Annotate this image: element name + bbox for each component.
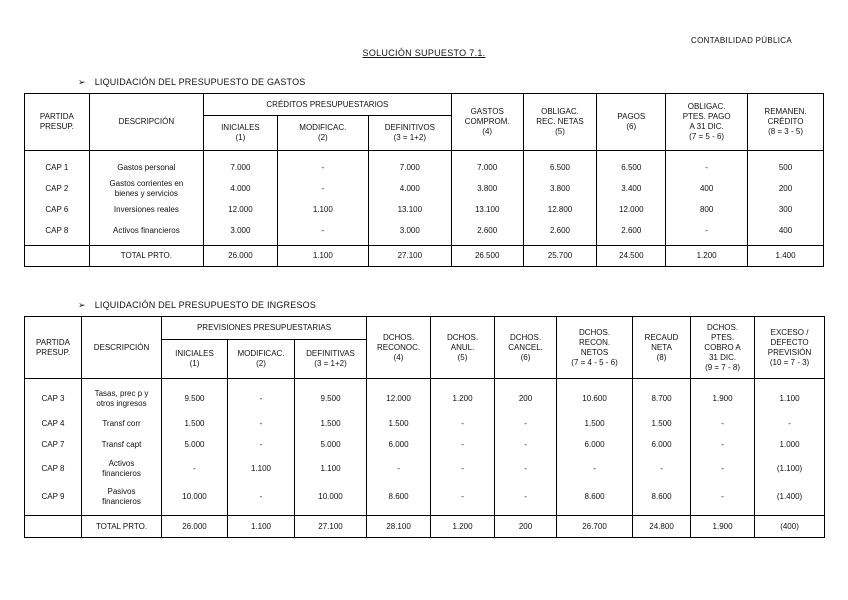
descripcion-cell: Gastos personal — [89, 151, 203, 179]
value-cell: 1.500 — [367, 413, 431, 434]
value-cell: 6.000 — [367, 434, 431, 455]
table-row — [25, 455, 825, 483]
total-cell — [25, 246, 90, 267]
total-cell: 28.100 — [367, 516, 431, 538]
total-cell: 26.700 — [557, 516, 633, 538]
value-cell: 12.000 — [597, 199, 666, 220]
col-header-pagos: PAGOS (6) — [597, 94, 666, 151]
partida-cell: CAP 3 — [25, 379, 82, 414]
bullet-arrow-icon: ➢ — [78, 77, 86, 87]
value-cell: 7.000 — [451, 151, 523, 179]
bullet-arrow-icon: ➢ — [78, 300, 86, 310]
value-cell: 400 — [748, 220, 824, 246]
partida-cell: CAP 4 — [25, 413, 82, 434]
value-cell: 2.600 — [523, 220, 597, 246]
value-cell: - — [495, 483, 557, 516]
col-header-definitivos: DEFINITIVOS (3 = 1+2) — [368, 116, 451, 151]
partida-cell: CAP 8 — [25, 220, 90, 246]
col-header-modificac: MODIFICAC. (2) — [228, 340, 295, 379]
value-cell: - — [277, 178, 368, 199]
col-header-exceso-defecto: EXCESO / DEFECTO PREVISIÓN (10 = 7 - 3) — [755, 317, 825, 379]
value-cell: 1.900 — [691, 379, 755, 414]
value-cell: - — [691, 483, 755, 516]
col-header-iniciales: INICIALES (1) — [204, 116, 278, 151]
value-cell: 8.600 — [557, 483, 633, 516]
col-header-dchos-ptes-cobro: DCHOS. PTES. COBRO A 31 DIC. (9 = 7 - 8) — [691, 317, 755, 379]
value-cell: - — [277, 220, 368, 246]
partida-cell: CAP 2 — [25, 178, 90, 199]
value-cell: 12.000 — [367, 379, 431, 414]
total-cell: 26.000 — [204, 246, 278, 267]
value-cell: 500 — [748, 151, 824, 179]
col-header-descripcion: DESCRIPCIÓN — [89, 94, 203, 151]
table-row — [25, 178, 824, 199]
partida-cell: CAP 7 — [25, 434, 82, 455]
value-cell: 3.000 — [368, 220, 451, 246]
descripcion-cell: Gastos corrientes en bienes y servicios — [89, 178, 203, 199]
col-header-definitivas: DEFINITIVAS (3 = 1+2) — [295, 340, 367, 379]
value-cell: - — [691, 413, 755, 434]
value-cell: 3.400 — [597, 178, 666, 199]
partida-cell: CAP 8 — [25, 455, 82, 483]
value-cell: 3.800 — [523, 178, 597, 199]
value-cell: 10.000 — [295, 483, 367, 516]
value-cell: 1.500 — [557, 413, 633, 434]
value-cell: 300 — [748, 199, 824, 220]
value-cell: 6.500 — [523, 151, 597, 179]
col-header-oblig-ptes-pago: OBLIGAC. PTES. PAGO A 31 DIC. (7 = 5 - 6) — [666, 94, 748, 151]
value-cell: - — [228, 413, 295, 434]
total-cell: 26.500 — [451, 246, 523, 267]
total-cell: 25.700 — [523, 246, 597, 267]
value-cell: 12.800 — [523, 199, 597, 220]
total-label: TOTAL PRTO. — [82, 516, 162, 538]
total-cell: 24.800 — [633, 516, 691, 538]
value-cell: 10.600 — [557, 379, 633, 414]
value-cell: - — [431, 413, 495, 434]
col-header-partida: PARTIDA PRESUP. — [25, 94, 90, 151]
document-title: SOLUCIÓN SUPUESTO 7.1. — [362, 48, 486, 58]
value-cell: 3.000 — [204, 220, 278, 246]
value-cell: 12.000 — [204, 199, 278, 220]
value-cell: 7.000 — [204, 151, 278, 179]
descripcion-cell: Pasivos financieros — [82, 483, 162, 516]
col-header-oblig-rec-netas: OBLIGAC. REC. NETAS (5) — [523, 94, 597, 151]
value-cell: 200 — [748, 178, 824, 199]
value-cell: - — [367, 455, 431, 483]
value-cell: 1.500 — [162, 413, 228, 434]
value-cell: - — [228, 483, 295, 516]
descripcion-cell: Transf capt — [82, 434, 162, 455]
value-cell: - — [691, 455, 755, 483]
value-cell: 1.100 — [295, 455, 367, 483]
value-cell: 1.100 — [755, 379, 825, 414]
value-cell: (1.100) — [755, 455, 825, 483]
value-cell: - — [431, 455, 495, 483]
value-cell: 4.000 — [368, 178, 451, 199]
col-header-creditos-presupuestarios: CRÉDITOS PRESUPUESTARIOS — [204, 94, 452, 116]
descripcion-cell: Tasas, prec p y otros ingresos — [82, 379, 162, 414]
value-cell: 1.200 — [431, 379, 495, 414]
descripcion-cell: Activos financieros — [89, 220, 203, 246]
value-cell: 1.100 — [277, 199, 368, 220]
value-cell: 2.600 — [597, 220, 666, 246]
table-row — [25, 220, 824, 246]
value-cell: - — [431, 483, 495, 516]
partida-cell: CAP 9 — [25, 483, 82, 516]
total-cell: 27.100 — [295, 516, 367, 538]
value-cell: 6.000 — [557, 434, 633, 455]
total-cell: 24.500 — [597, 246, 666, 267]
value-cell: 9.500 — [295, 379, 367, 414]
value-cell: 1.100 — [228, 455, 295, 483]
value-cell: 10.000 — [162, 483, 228, 516]
col-header-dchos-reconoc: DCHOS. RECONOC. (4) — [367, 317, 431, 379]
table-row — [25, 379, 825, 414]
value-cell: - — [277, 151, 368, 179]
value-cell: - — [633, 455, 691, 483]
col-header-modificac: MODIFICAC. (2) — [277, 116, 368, 151]
gastos-table — [24, 93, 824, 267]
descripcion-cell: Activos financieros — [82, 455, 162, 483]
col-header-dchos-recon-netos: DCHOS. RECON. NETOS (7 = 4 - 5 - 6) — [557, 317, 633, 379]
col-header-dchos-cancel: DCHOS. CANCEL. (6) — [495, 317, 557, 379]
total-cell: 27.100 — [368, 246, 451, 267]
col-header-dchos-anul: DCHOS. ANUL. (5) — [431, 317, 495, 379]
total-cell: 200 — [495, 516, 557, 538]
value-cell: 1.000 — [755, 434, 825, 455]
ingresos-section-title — [78, 300, 316, 311]
value-cell: - — [691, 434, 755, 455]
ingresos-section-title-text: LIQUIDACIÓN DEL PRESUPUESTO DE INGRESOS — [94, 300, 317, 310]
value-cell: 8.600 — [367, 483, 431, 516]
value-cell: - — [228, 379, 295, 414]
value-cell: 4.000 — [204, 178, 278, 199]
value-cell: - — [495, 413, 557, 434]
value-cell: - — [162, 455, 228, 483]
table-row — [25, 413, 825, 434]
value-cell: 7.000 — [368, 151, 451, 179]
value-cell: 8.600 — [633, 483, 691, 516]
ingresos-table — [24, 316, 825, 538]
partida-cell: CAP 1 — [25, 151, 90, 179]
gastos-section-title-text: LIQUIDACIÓN DEL PRESUPUESTO DE GASTOS — [94, 77, 306, 87]
descripcion-cell: Inversiones reales — [89, 199, 203, 220]
col-header-remanente-credito: REMANEN. CRÉDITO (8 = 3 - 5) — [748, 94, 824, 151]
value-cell: 5.000 — [162, 434, 228, 455]
table-row — [25, 434, 825, 455]
total-row — [25, 516, 825, 538]
value-cell: - — [755, 413, 825, 434]
total-label: TOTAL PRTO. — [89, 246, 203, 267]
col-header-gastos-comprom: GASTOS COMPROM. (4) — [451, 94, 523, 151]
value-cell: 13.100 — [368, 199, 451, 220]
col-header-previsiones-presupuestarias: PREVISIONES PRESUPUESTARIAS — [162, 317, 367, 340]
value-cell: 2.600 — [451, 220, 523, 246]
gastos-table-body — [25, 151, 824, 267]
value-cell: 6.000 — [633, 434, 691, 455]
total-cell: 1.400 — [748, 246, 824, 267]
total-cell — [25, 516, 82, 538]
value-cell: 800 — [666, 199, 748, 220]
value-cell: 1.500 — [633, 413, 691, 434]
value-cell: - — [495, 455, 557, 483]
table-row — [25, 483, 825, 516]
value-cell: - — [666, 151, 748, 179]
col-header-recaud-neta: RECAUD NETA (8) — [633, 317, 691, 379]
total-cell: 1.100 — [228, 516, 295, 538]
value-cell: - — [666, 220, 748, 246]
value-cell: 13.100 — [451, 199, 523, 220]
total-row — [25, 246, 824, 267]
value-cell: 1.500 — [295, 413, 367, 434]
total-cell: 1.100 — [277, 246, 368, 267]
header-organization: CONTABILIDAD PÚBLICA — [691, 36, 792, 45]
total-cell: 1.900 — [691, 516, 755, 538]
value-cell: 9.500 — [162, 379, 228, 414]
col-header-descripcion: DESCRIPCIÓN — [82, 317, 162, 379]
total-cell: 26.000 — [162, 516, 228, 538]
ingresos-table-body — [25, 379, 825, 538]
value-cell: 200 — [495, 379, 557, 414]
value-cell: - — [228, 434, 295, 455]
value-cell: - — [495, 434, 557, 455]
gastos-section-title — [78, 77, 306, 88]
total-cell: 1.200 — [666, 246, 748, 267]
col-header-iniciales: INICIALES (1) — [162, 340, 228, 379]
value-cell: 6.500 — [597, 151, 666, 179]
value-cell: - — [557, 455, 633, 483]
total-cell: (400) — [755, 516, 825, 538]
table-row — [25, 199, 824, 220]
value-cell: 3.800 — [451, 178, 523, 199]
value-cell: (1.400) — [755, 483, 825, 516]
value-cell: 400 — [666, 178, 748, 199]
value-cell: 5.000 — [295, 434, 367, 455]
descripcion-cell: Transf corr — [82, 413, 162, 434]
partida-cell: CAP 6 — [25, 199, 90, 220]
total-cell: 1.200 — [431, 516, 495, 538]
value-cell: 8.700 — [633, 379, 691, 414]
table-row — [25, 151, 824, 179]
col-header-partida: PARTIDA PRESUP. — [25, 317, 82, 379]
value-cell: - — [431, 434, 495, 455]
